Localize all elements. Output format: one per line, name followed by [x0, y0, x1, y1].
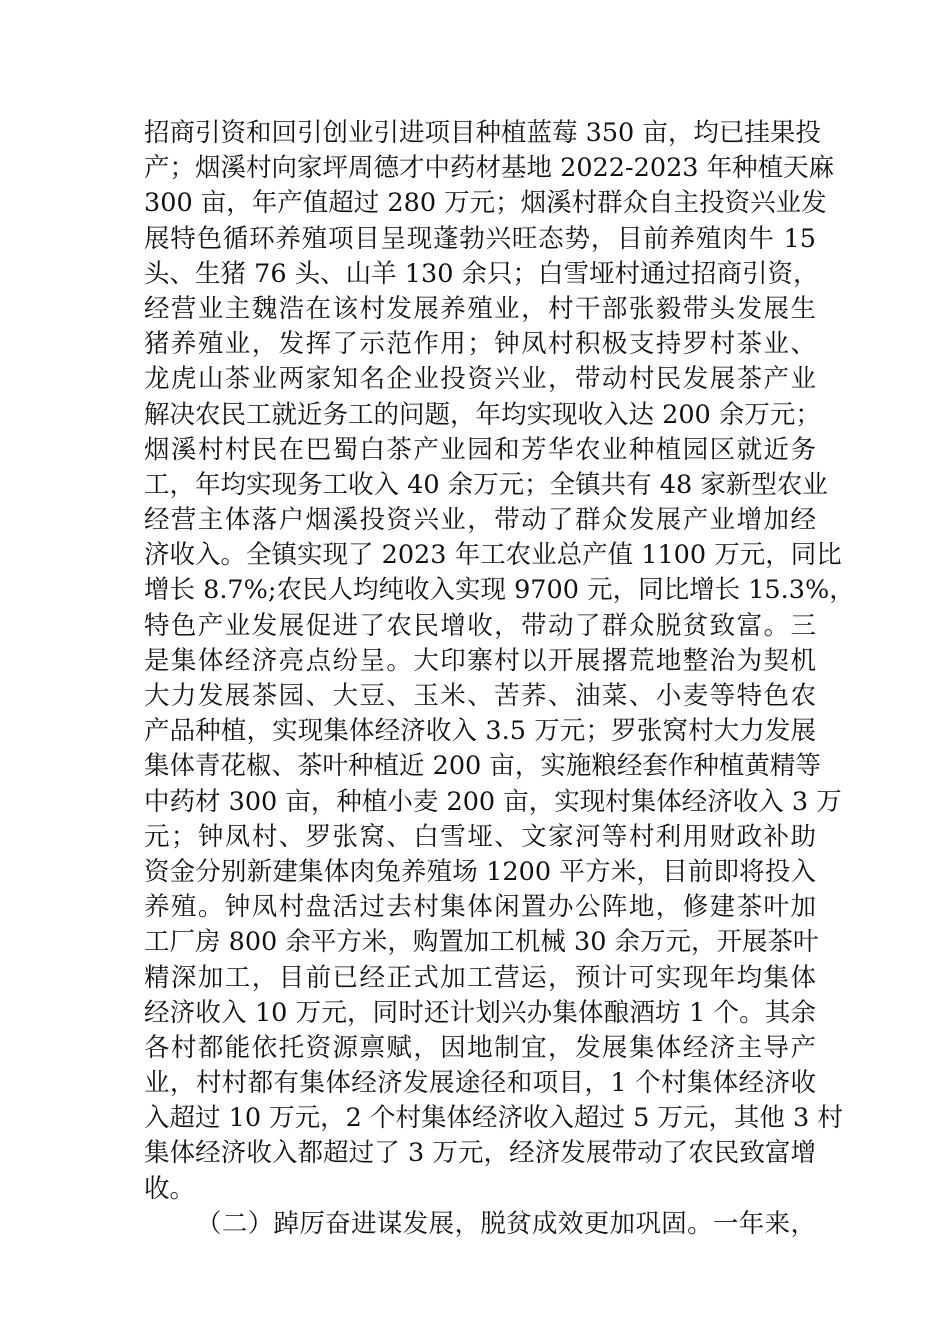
text-line: 产品种植，实现集体经济收入 3.5 万元；罗张窝村大力发展 — [144, 716, 816, 747]
body-text — [144, 116, 855, 1242]
text-line: 龙虎山茶业两家知名企业投资兴业，带动村民发展茶产业 — [144, 364, 816, 395]
text-line: 资金分别新建集体肉兔养殖场 1200 平方米，目前即将投入 — [144, 856, 816, 887]
text-line: 收。 — [144, 1173, 196, 1204]
text-line: 元；钟凤村、罗张窝、白雪垭、文家河等村利用财政补助 — [144, 821, 816, 852]
text-line: 特色产业发展促进了农民增收，带动了群众脱贫致富。三 — [144, 610, 816, 641]
text-line: 养殖。钟凤村盘活过去村集体闲置办公阵地，修建茶叶加 — [144, 892, 816, 923]
text-line: 入超过 10 万元，2 个村集体经济收入超过 5 万元，其他 3 村 — [144, 1103, 843, 1134]
text-line: 经营主体落户烟溪投资兴业，带动了群众发展产业增加经 — [144, 505, 816, 536]
text-line: 精深加工，目前已经正式加工营运，预计可实现年均集体 — [144, 962, 816, 993]
text-line: 招商引资和回引创业引进项目种植蓝莓 350 亩，均已挂果投 — [144, 118, 821, 148]
text-line: 工厂房 800 余平方米，购置加工机械 30 余万元，开展茶叶 — [144, 927, 819, 958]
text-line: 头、生猪 76 头、山羊 130 余只；白雪垭村通过招商引资， — [144, 258, 819, 289]
text-line: 300 亩，年产值超过 280 万元；烟溪村群众自主投资兴业发 — [144, 188, 827, 219]
text-line: 产；烟溪村向家坪周德才中药材基地 2022-2023 年种植天麻 — [144, 153, 835, 184]
text-line: 烟溪村村民在巴蜀白茶产业园和芳华农业种植园区就近务 — [144, 434, 816, 465]
section-heading-line: （二）踔厉奋进谋发展，脱贫成效更加巩固。一年来， — [196, 1208, 816, 1239]
text-line: 业，村村都有集体经济发展途径和项目，1 个村集体经济收 — [144, 1068, 816, 1099]
text-line: 经济收入 10 万元，同时还计划兴办集体酿酒坊 1 个。其余 — [144, 997, 816, 1028]
text-line: 是集体经济亮点纷呈。大印寨村以开展撂荒地整治为契机 — [144, 645, 816, 676]
text-line: 济收入。全镇实现了 2023 年工农业总产值 1100 万元，同比 — [144, 540, 842, 571]
text-line: 经营业主魏浩在该村发展养殖业，村干部张毅带头发展生 — [144, 293, 816, 324]
text-line: 集体经济收入都超过了 3 万元，经济发展带动了农民致富增 — [144, 1138, 816, 1169]
text-line: 解决农民工就近务工的问题，年均实现收入达 200 余万元； — [144, 399, 821, 430]
text-line: 中药材 300 亩，种植小麦 200 亩，实现村集体经济收入 3 万 — [144, 786, 842, 817]
text-line: 展特色循环养殖项目呈现蓬勃兴旺态势，目前养殖肉牛 15 — [144, 223, 816, 254]
text-line: 集体青花椒、茶叶种植近 200 亩，实施粮经套作种植黄精等 — [144, 751, 821, 782]
text-line: 大力发展茶园、大豆、玉米、苦荞、油菜、小麦等特色农 — [144, 681, 816, 711]
text-line: 猪养殖业，发挥了示范作用；钟凤村积极支持罗村茶业、 — [144, 329, 816, 360]
text-line: 工，年均实现务工收入 40 余万元；全镇共有 48 家新型农业 — [144, 469, 828, 500]
text-line: 各村都能依托资源禀赋，因地制宜，发展集体经济主导产 — [144, 1032, 816, 1063]
text-line: 增长 8.7%;农民人均纯收入实现 9700 元，同比增长 15.3%， — [144, 575, 855, 606]
